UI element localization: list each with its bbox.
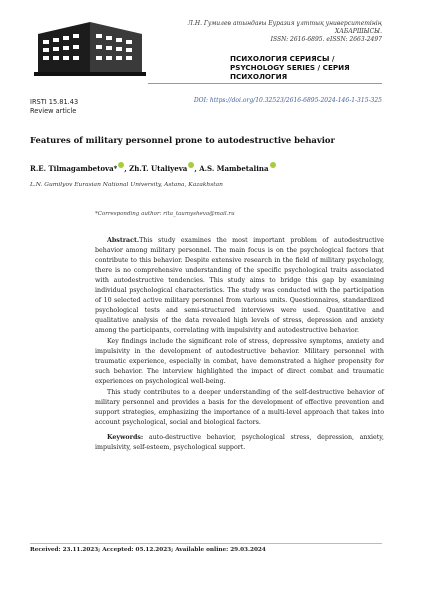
orcid-icon[interactable] (270, 162, 276, 168)
article-type: Review article (30, 107, 77, 115)
header-rule (148, 83, 382, 84)
abstract-paragraph: This study contributes to a deeper understanding of the self-destructive behavior of military personnel and provides a basis for the development of effective prevention and support strategies, emphasizing the importance of a multi-level approach that takes into account psychological, social and biological factors. (95, 389, 384, 426)
irsti-code: IRSTI 15.81.43 (30, 98, 79, 106)
article-meta (30, 98, 78, 116)
series-title (142, 54, 382, 81)
corresponding-author: *Corresponding author: rita_taumysheva@mail.ru (95, 211, 235, 217)
author-name: R.E. Tilmagambetova* (30, 164, 118, 173)
journal-issn: ISSN: 2616-6895. eISSN: 2663-2497 (270, 36, 382, 43)
author-name: Zh.T. Utaliyeva (129, 164, 188, 173)
doi-link[interactable]: DOI: https://doi.org/10.32523/2616-6895-2024-146-1-315-325 (193, 97, 382, 104)
abstract (95, 236, 384, 454)
series-line-1: ПСИХОЛОГИЯ СЕРИЯСЫ / (230, 54, 335, 63)
abstract-label: Abstract. (107, 237, 140, 244)
keywords-text: auto-destructive behavior, psychological stress, depression, anxiety, impulsivity, self-esteem, psychological support. (95, 434, 384, 451)
received-dates: Received: 23.11.2023; Accepted: 05.12.2023; Available online: 29.03.2024 (30, 547, 266, 553)
author-name: A.S. Mambetalina (199, 164, 269, 173)
article-title: Features of military personnel prone to autodestructive behavior (30, 135, 335, 145)
university-building-logo (30, 14, 148, 80)
author-list: R.E. Tilmagambetova* , Zh.T. Utaliyeva , A.S. Mambetalina (30, 162, 276, 173)
journal-name: Л.Н. Гумилев атындағы Еуразия ұлттық университетінің ХАБАРШЫСЫ. (187, 20, 382, 35)
footer-rule (30, 543, 382, 544)
affiliation: L.N. Gumilyov Eurasian National University, Astana, Kazakhstan (30, 182, 223, 188)
series-line-2: PSYCHOLOGY SERIES / СЕРИЯ ПСИХОЛОГИЯ (230, 63, 350, 81)
abstract-paragraph: Key findings include the significant role of stress, depressive symptoms, anxiety and impulsivity in the development of autodestructive behavior. Military personnel with traumatic experience, especially in combat, have demonstrated a higher propensity for such behavior. The interview highlighted the impact of direct combat and traumatic experiences on psychological well-being. (95, 338, 384, 385)
keywords (95, 433, 384, 453)
journal-header (142, 20, 382, 81)
keywords-label: Keywords: (107, 434, 144, 441)
abstract-paragraph: Abstract.This study examines the most important problem of autodestructive behavior among military personnel. The main focus is on the psychological factors that contribute to this behavior. Despite extensive research in the field of military psychology, there is no comprehensive understanding of the specific psychological traits associated with autodestructive tendencies. This study aims to bridge this gap by examining individual psychological characteristics. The study was conducted with the participation of 10 selected active military personnel from various units. Questionnaires, standardized psychological tests and semi-structured interviews were used. Quantitative and qualitative analysis of the data revealed high levels of stress, depression and anxiety among the participants, correlating with impulsivity and autodestructive behavior. (95, 237, 384, 334)
